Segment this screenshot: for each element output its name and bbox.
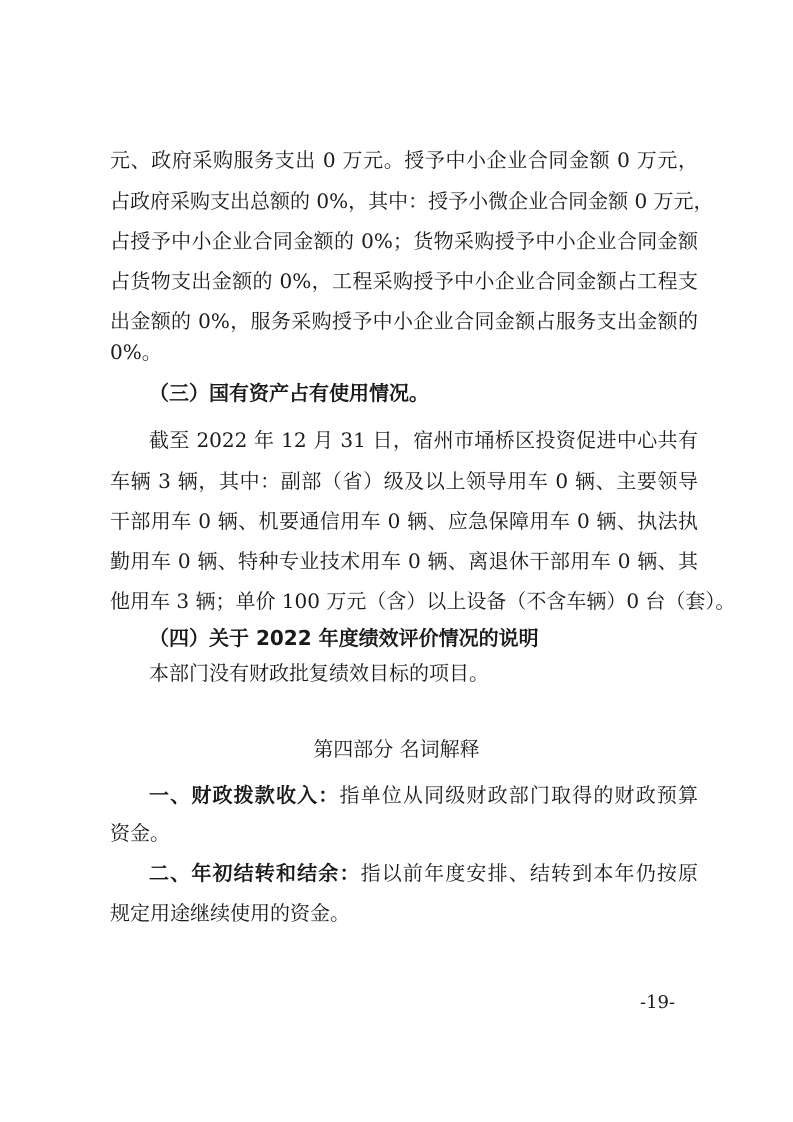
assets-heading: （三）国有资产占有使用情况。 (149, 381, 429, 405)
glossary-def-2-line-2: 规定用途继续使用的资金。 (110, 901, 350, 925)
procurement-line-6: 0%。 (110, 340, 162, 364)
glossary-term-2: 二、年初结转和结余： (149, 861, 361, 885)
procurement-line-2: 占政府采购支出总额的 0%，其中：授予小微企业合同金额 0 万元， (110, 189, 714, 213)
glossary-term-1: 一、财政拨款收入： (149, 783, 340, 807)
glossary-def-1-line-1: 指单位从同级财政部门取得的财政预算 (339, 783, 699, 807)
performance-line-1: 本部门没有财政批复绩效目标的项目。 (149, 661, 489, 685)
glossary-def-1-line-2: 资金。 (110, 821, 170, 845)
performance-heading: （四）关于 2022 年度绩效评价情况的说明 (149, 626, 539, 650)
procurement-line-1: 元、政府采购服务支出 0 万元。授予中小企业合同金额 0 万元， (110, 148, 698, 172)
procurement-line-5: 出金额的 0%，服务采购授予中小企业合同金额占服务支出金额的 (110, 309, 698, 333)
procurement-line-4: 占货物支出金额的 0%，工程采购授予中小企业合同金额占工程支 (110, 269, 698, 293)
glossary-item-1 (149, 783, 698, 807)
assets-line-1: 截至 2022 年 12 月 31 日，宿州市埇桥区投资促进中心共有 (149, 428, 698, 452)
glossary-item-2 (149, 861, 698, 885)
glossary-section-title: 第四部分 名词解释 (313, 737, 480, 761)
assets-line-5: 他用车 3 辆；单价 100 万元（含）以上设备（不含车辆）0 台（套）。 (110, 589, 736, 613)
glossary-def-2-line-1: 指以前年度安排、结转到本年仍按原 (360, 861, 699, 885)
assets-line-3: 干部用车 0 辆、机要通信用车 0 辆、应急保障用车 0 辆、执法执 (110, 509, 698, 533)
assets-line-4: 勤用车 0 辆、特种专业技术用车 0 辆、离退休干部用车 0 辆、其 (110, 549, 698, 573)
assets-line-2: 车辆 3 辆，其中：副部（省）级及以上领导用车 0 辆、主要领导 (110, 469, 698, 493)
procurement-line-3: 占授予中小企业合同金额的 0%；货物采购授予中小企业合同金额 (110, 229, 698, 253)
page-number: -19- (640, 992, 676, 1013)
